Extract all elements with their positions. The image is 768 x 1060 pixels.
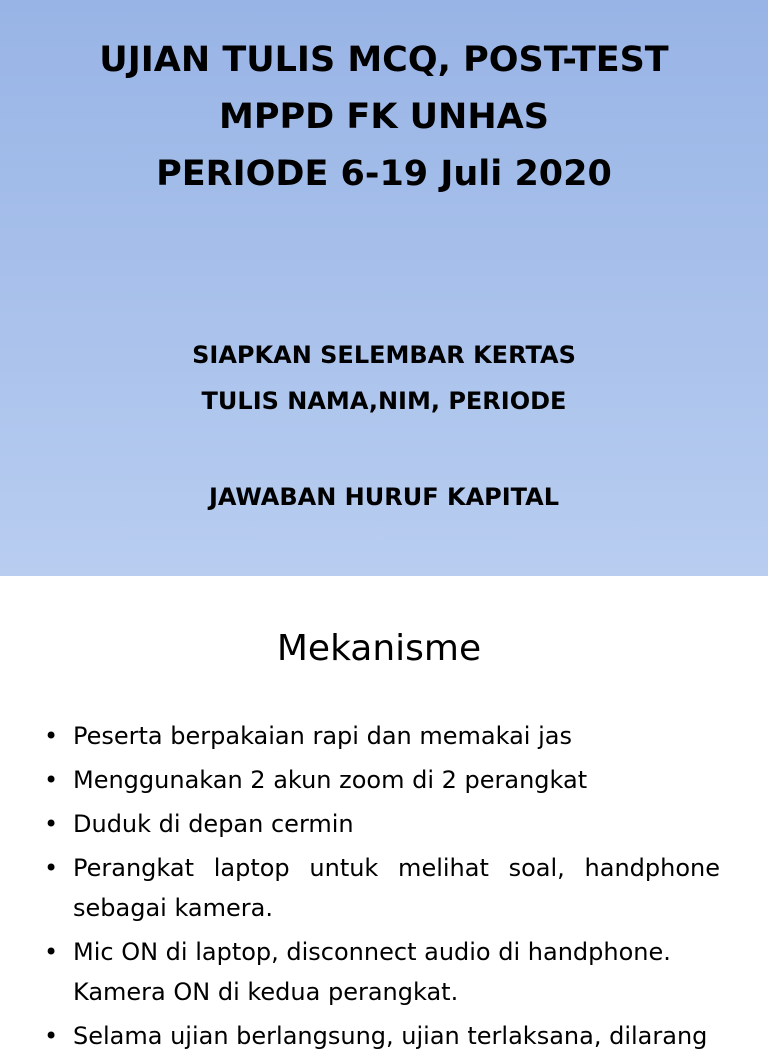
mechanism-slide — [0, 576, 768, 1050]
bullet-item-during-exam — [0, 1016, 720, 1056]
bullet-item-zoom-accounts — [0, 760, 720, 800]
bullet-dot-icon: • — [44, 810, 59, 838]
bullet-text: Perangkat laptop untuk melihat soal, handphone sebagai kamera. — [73, 854, 720, 922]
bullet-text: Mic ON di laptop, disconnect audio di handphone. Kamera ON di kedua perangkat. — [73, 938, 671, 1006]
title-line-3: PERIODE 6-19 Juli 2020 — [156, 154, 612, 194]
bullet-text: Menggunakan 2 akun zoom di 2 perangkat — [73, 766, 588, 794]
title-line-2: MPPD FK UNHAS — [219, 97, 549, 137]
bullet-dot-icon: • — [44, 854, 59, 882]
bullet-dot-icon: • — [44, 766, 59, 794]
bullet-item-devices — [0, 848, 720, 928]
bullet-text: Duduk di depan cermin — [73, 810, 354, 838]
bullet-dot-icon: • — [44, 938, 59, 966]
mechanism-heading: Mekanisme — [276, 628, 482, 669]
capital-letters-note: JAWABAN HURUF KAPITAL — [208, 483, 560, 511]
bullet-item-mic-camera — [0, 932, 720, 1012]
bullet-text: Peserta berpakaian rapi dan memakai jas — [73, 722, 572, 750]
instructions-block — [0, 332, 768, 424]
slide-title — [0, 32, 768, 203]
instruction-line-1: SIAPKAN SELEMBAR KERTAS — [192, 341, 576, 369]
bullet-item-attire — [0, 716, 720, 756]
bullet-item-mirror — [0, 804, 720, 844]
bullet-dot-icon: • — [44, 1022, 59, 1050]
instruction-line-2: TULIS NAMA,NIM, PERIODE — [201, 387, 567, 415]
bullet-dot-icon: • — [44, 722, 59, 750]
mechanism-bullet-list — [0, 716, 768, 1060]
bullet-text: Selama ujian berlangsung, ujian terlaksana, dilarang — [73, 1022, 708, 1050]
title-line-1: UJIAN TULIS MCQ, POST-TEST — [99, 40, 669, 80]
